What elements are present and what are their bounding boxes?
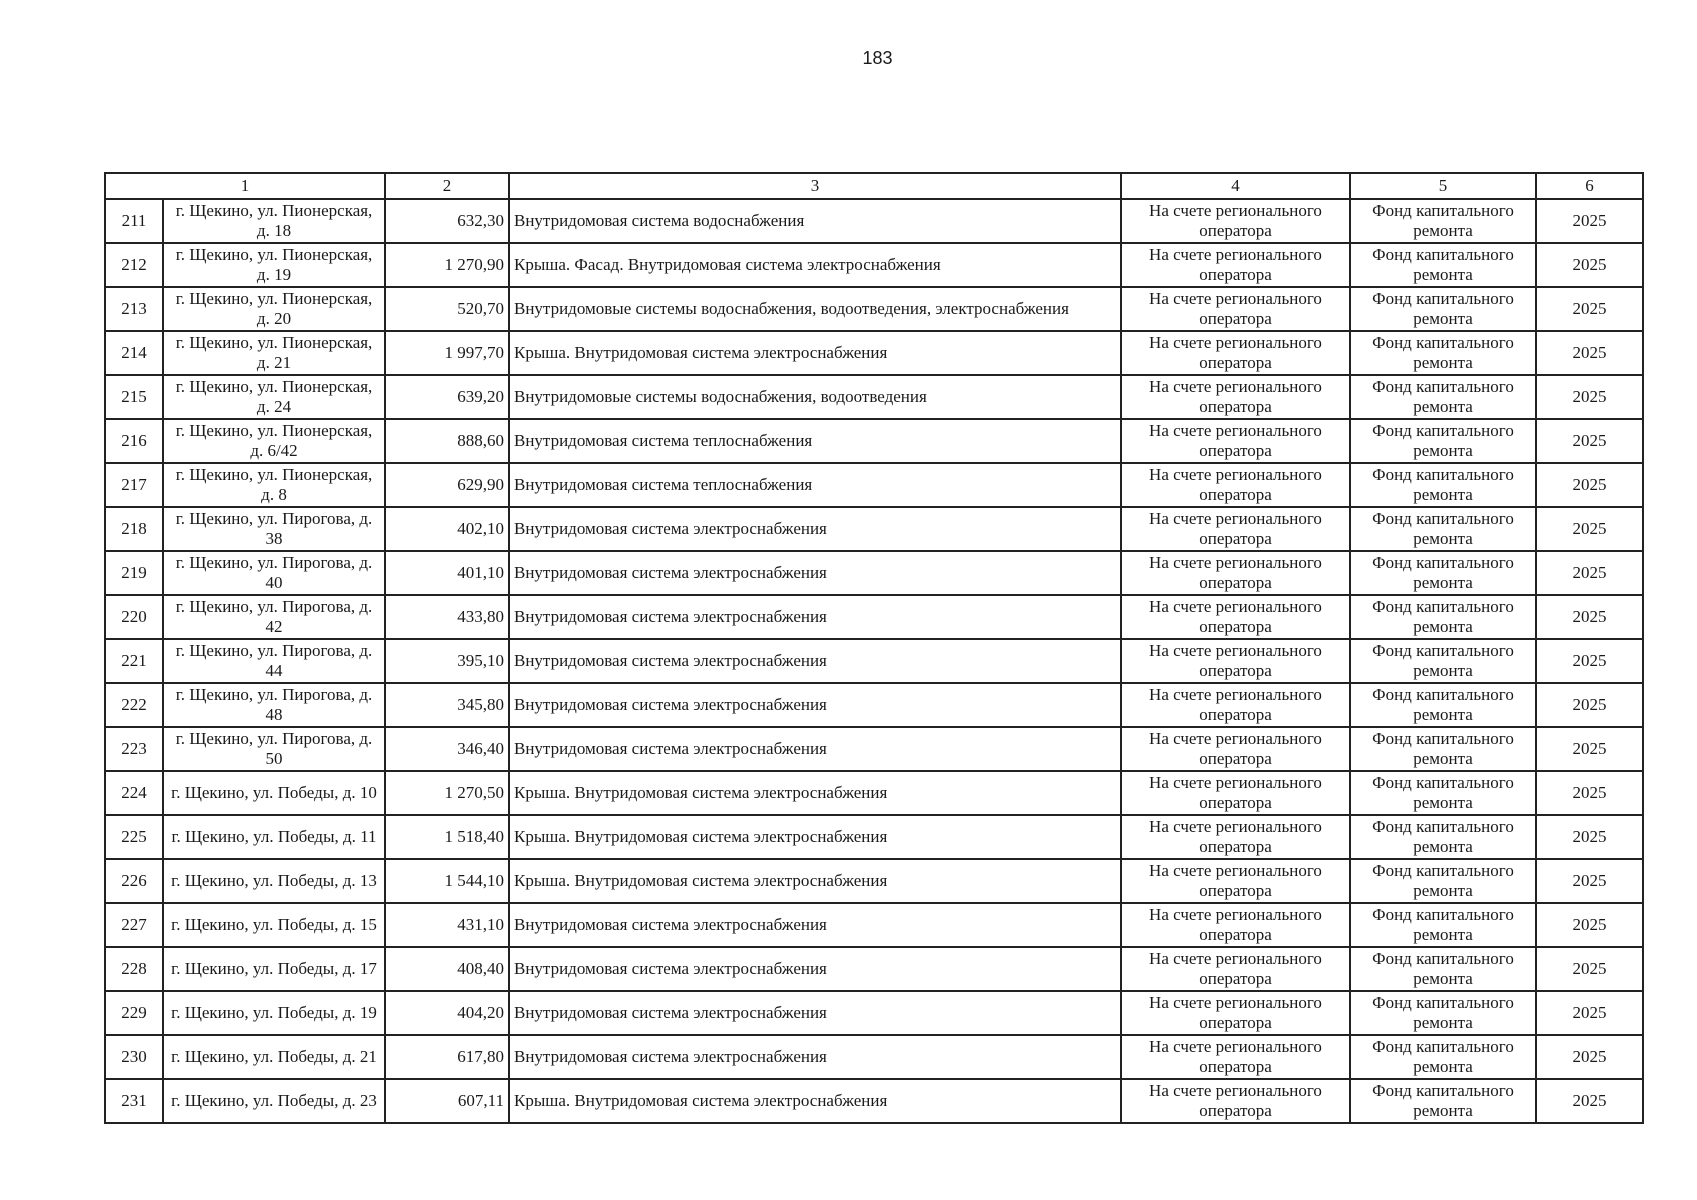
account-cell: На счете регионального оператора bbox=[1121, 727, 1350, 771]
table-row bbox=[105, 595, 1643, 639]
account-cell: На счете регионального оператора bbox=[1121, 331, 1350, 375]
works-cell: Крыша. Фасад. Внутридомовая система электроснабжения bbox=[509, 243, 1121, 287]
table-row bbox=[105, 507, 1643, 551]
year-cell: 2025 bbox=[1536, 551, 1643, 595]
address-cell: г. Щекино, ул. Победы, д. 11 bbox=[163, 815, 385, 859]
table-row bbox=[105, 419, 1643, 463]
row-number: 211 bbox=[105, 199, 163, 243]
table-row bbox=[105, 551, 1643, 595]
account-cell: На счете регионального оператора bbox=[1121, 199, 1350, 243]
row-number: 226 bbox=[105, 859, 163, 903]
year-cell: 2025 bbox=[1536, 463, 1643, 507]
row-number: 219 bbox=[105, 551, 163, 595]
area-cell: 402,10 bbox=[385, 507, 509, 551]
area-cell: 1 270,90 bbox=[385, 243, 509, 287]
year-cell: 2025 bbox=[1536, 771, 1643, 815]
funding-source-cell: Фонд капитального ремонта bbox=[1350, 1035, 1536, 1079]
year-cell: 2025 bbox=[1536, 815, 1643, 859]
account-cell: На счете регионального оператора bbox=[1121, 991, 1350, 1035]
year-cell: 2025 bbox=[1536, 331, 1643, 375]
funding-source-cell: Фонд капитального ремонта bbox=[1350, 331, 1536, 375]
area-cell: 408,40 bbox=[385, 947, 509, 991]
funding-source-cell: Фонд капитального ремонта bbox=[1350, 287, 1536, 331]
table-row bbox=[105, 287, 1643, 331]
table-row bbox=[105, 859, 1643, 903]
row-number: 230 bbox=[105, 1035, 163, 1079]
year-cell: 2025 bbox=[1536, 243, 1643, 287]
row-number: 225 bbox=[105, 815, 163, 859]
address-cell: г. Щекино, ул. Пирогова, д. 44 bbox=[163, 639, 385, 683]
year-cell: 2025 bbox=[1536, 199, 1643, 243]
funding-source-cell: Фонд капитального ремонта bbox=[1350, 683, 1536, 727]
area-cell: 632,30 bbox=[385, 199, 509, 243]
account-cell: На счете регионального оператора bbox=[1121, 683, 1350, 727]
funding-source-cell: Фонд капитального ремонта bbox=[1350, 947, 1536, 991]
works-cell: Крыша. Внутридомовая система электроснабжения bbox=[509, 1079, 1121, 1123]
year-cell: 2025 bbox=[1536, 683, 1643, 727]
funding-source-cell: Фонд капитального ремонта bbox=[1350, 1079, 1536, 1123]
column-header-4: 4 bbox=[1121, 173, 1350, 199]
works-cell: Крыша. Внутридомовая система электроснабжения bbox=[509, 815, 1121, 859]
funding-source-cell: Фонд капитального ремонта bbox=[1350, 771, 1536, 815]
works-cell: Внутридомовая система электроснабжения bbox=[509, 947, 1121, 991]
table-row bbox=[105, 815, 1643, 859]
table-row bbox=[105, 331, 1643, 375]
area-cell: 520,70 bbox=[385, 287, 509, 331]
year-cell: 2025 bbox=[1536, 903, 1643, 947]
row-number: 229 bbox=[105, 991, 163, 1035]
works-cell: Крыша. Внутридомовая система электроснабжения bbox=[509, 331, 1121, 375]
address-cell: г. Щекино, ул. Пионерская, д. 20 bbox=[163, 287, 385, 331]
funding-source-cell: Фонд капитального ремонта bbox=[1350, 903, 1536, 947]
address-cell: г. Щекино, ул. Победы, д. 15 bbox=[163, 903, 385, 947]
row-number: 231 bbox=[105, 1079, 163, 1123]
capital-repair-table bbox=[104, 172, 1644, 1124]
row-number: 213 bbox=[105, 287, 163, 331]
area-cell: 639,20 bbox=[385, 375, 509, 419]
area-cell: 617,80 bbox=[385, 1035, 509, 1079]
works-cell: Внутридомовая система теплоснабжения bbox=[509, 463, 1121, 507]
row-number: 216 bbox=[105, 419, 163, 463]
works-cell: Внутридомовая система электроснабжения bbox=[509, 727, 1121, 771]
funding-source-cell: Фонд капитального ремонта bbox=[1350, 859, 1536, 903]
row-number: 228 bbox=[105, 947, 163, 991]
works-cell: Внутридомовая система электроснабжения bbox=[509, 551, 1121, 595]
area-cell: 888,60 bbox=[385, 419, 509, 463]
funding-source-cell: Фонд капитального ремонта bbox=[1350, 419, 1536, 463]
area-cell: 1 270,50 bbox=[385, 771, 509, 815]
funding-source-cell: Фонд капитального ремонта bbox=[1350, 243, 1536, 287]
row-number: 215 bbox=[105, 375, 163, 419]
area-cell: 1 544,10 bbox=[385, 859, 509, 903]
funding-source-cell: Фонд капитального ремонта bbox=[1350, 815, 1536, 859]
row-number: 227 bbox=[105, 903, 163, 947]
funding-source-cell: Фонд капитального ремонта bbox=[1350, 991, 1536, 1035]
table-row bbox=[105, 947, 1643, 991]
works-cell: Внутридомовые системы водоснабжения, водоотведения, электроснабжения bbox=[509, 287, 1121, 331]
row-number: 221 bbox=[105, 639, 163, 683]
area-cell: 404,20 bbox=[385, 991, 509, 1035]
works-cell: Внутридомовая система электроснабжения bbox=[509, 683, 1121, 727]
funding-source-cell: Фонд капитального ремонта bbox=[1350, 375, 1536, 419]
account-cell: На счете регионального оператора bbox=[1121, 1035, 1350, 1079]
address-cell: г. Щекино, ул. Победы, д. 17 bbox=[163, 947, 385, 991]
column-header-6: 6 bbox=[1536, 173, 1643, 199]
works-cell: Внутридомовая система электроснабжения bbox=[509, 903, 1121, 947]
account-cell: На счете регионального оператора bbox=[1121, 639, 1350, 683]
address-cell: г. Щекино, ул. Победы, д. 13 bbox=[163, 859, 385, 903]
area-cell: 629,90 bbox=[385, 463, 509, 507]
funding-source-cell: Фонд капитального ремонта bbox=[1350, 639, 1536, 683]
works-cell: Внутридомовая система теплоснабжения bbox=[509, 419, 1121, 463]
area-cell: 1 997,70 bbox=[385, 331, 509, 375]
row-number: 214 bbox=[105, 331, 163, 375]
year-cell: 2025 bbox=[1536, 507, 1643, 551]
works-cell: Внутридомовая система электроснабжения bbox=[509, 507, 1121, 551]
area-cell: 346,40 bbox=[385, 727, 509, 771]
table-row bbox=[105, 243, 1643, 287]
table-row bbox=[105, 1035, 1643, 1079]
works-cell: Внутридомовая система водоснабжения bbox=[509, 199, 1121, 243]
funding-source-cell: Фонд капитального ремонта bbox=[1350, 507, 1536, 551]
row-number: 224 bbox=[105, 771, 163, 815]
account-cell: На счете регионального оператора bbox=[1121, 507, 1350, 551]
row-number: 217 bbox=[105, 463, 163, 507]
column-header-3: 3 bbox=[509, 173, 1121, 199]
account-cell: На счете регионального оператора bbox=[1121, 595, 1350, 639]
table-row bbox=[105, 903, 1643, 947]
account-cell: На счете регионального оператора bbox=[1121, 463, 1350, 507]
table-row bbox=[105, 771, 1643, 815]
year-cell: 2025 bbox=[1536, 1079, 1643, 1123]
address-cell: г. Щекино, ул. Победы, д. 23 bbox=[163, 1079, 385, 1123]
year-cell: 2025 bbox=[1536, 287, 1643, 331]
address-cell: г. Щекино, ул. Победы, д. 10 bbox=[163, 771, 385, 815]
row-number: 212 bbox=[105, 243, 163, 287]
account-cell: На счете регионального оператора bbox=[1121, 1079, 1350, 1123]
year-cell: 2025 bbox=[1536, 991, 1643, 1035]
address-cell: г. Щекино, ул. Победы, д. 21 bbox=[163, 1035, 385, 1079]
address-cell: г. Щекино, ул. Пионерская, д. 21 bbox=[163, 331, 385, 375]
column-header-1: 1 bbox=[105, 173, 385, 199]
row-number: 220 bbox=[105, 595, 163, 639]
table-row bbox=[105, 991, 1643, 1035]
address-cell: г. Щекино, ул. Пирогова, д. 40 bbox=[163, 551, 385, 595]
area-cell: 345,80 bbox=[385, 683, 509, 727]
works-cell: Внутридомовая система электроснабжения bbox=[509, 1035, 1121, 1079]
account-cell: На счете регионального оператора bbox=[1121, 903, 1350, 947]
area-cell: 431,10 bbox=[385, 903, 509, 947]
table-row bbox=[105, 639, 1643, 683]
funding-source-cell: Фонд капитального ремонта bbox=[1350, 551, 1536, 595]
address-cell: г. Щекино, ул. Победы, д. 19 bbox=[163, 991, 385, 1035]
funding-source-cell: Фонд капитального ремонта bbox=[1350, 595, 1536, 639]
works-cell: Внутридомовая система электроснабжения bbox=[509, 991, 1121, 1035]
works-cell: Крыша. Внутридомовая система электроснабжения bbox=[509, 859, 1121, 903]
table-row bbox=[105, 375, 1643, 419]
account-cell: На счете регионального оператора bbox=[1121, 859, 1350, 903]
account-cell: На счете регионального оператора bbox=[1121, 243, 1350, 287]
funding-source-cell: Фонд капитального ремонта bbox=[1350, 463, 1536, 507]
area-cell: 401,10 bbox=[385, 551, 509, 595]
column-header-row bbox=[105, 173, 1643, 199]
column-header-2: 2 bbox=[385, 173, 509, 199]
table-row bbox=[105, 199, 1643, 243]
row-number: 222 bbox=[105, 683, 163, 727]
account-cell: На счете регионального оператора bbox=[1121, 771, 1350, 815]
year-cell: 2025 bbox=[1536, 375, 1643, 419]
table-row bbox=[105, 463, 1643, 507]
account-cell: На счете регионального оператора bbox=[1121, 287, 1350, 331]
area-cell: 395,10 bbox=[385, 639, 509, 683]
area-cell: 433,80 bbox=[385, 595, 509, 639]
year-cell: 2025 bbox=[1536, 419, 1643, 463]
address-cell: г. Щекино, ул. Пирогова, д. 48 bbox=[163, 683, 385, 727]
row-number: 218 bbox=[105, 507, 163, 551]
table-row bbox=[105, 727, 1643, 771]
address-cell: г. Щекино, ул. Пионерская, д. 6/42 bbox=[163, 419, 385, 463]
funding-source-cell: Фонд капитального ремонта bbox=[1350, 199, 1536, 243]
page-number: 183 bbox=[862, 48, 893, 68]
address-cell: г. Щекино, ул. Пионерская, д. 24 bbox=[163, 375, 385, 419]
year-cell: 2025 bbox=[1536, 639, 1643, 683]
column-header-5: 5 bbox=[1350, 173, 1536, 199]
table-row bbox=[105, 683, 1643, 727]
address-cell: г. Щекино, ул. Пирогова, д. 50 bbox=[163, 727, 385, 771]
year-cell: 2025 bbox=[1536, 947, 1643, 991]
year-cell: 2025 bbox=[1536, 859, 1643, 903]
works-cell: Внутридомовая система электроснабжения bbox=[509, 639, 1121, 683]
works-cell: Внутридомовые системы водоснабжения, водоотведения bbox=[509, 375, 1121, 419]
address-cell: г. Щекино, ул. Пионерская, д. 18 bbox=[163, 199, 385, 243]
works-cell: Крыша. Внутридомовая система электроснабжения bbox=[509, 771, 1121, 815]
account-cell: На счете регионального оператора bbox=[1121, 815, 1350, 859]
funding-source-cell: Фонд капитального ремонта bbox=[1350, 727, 1536, 771]
account-cell: На счете регионального оператора bbox=[1121, 419, 1350, 463]
area-cell: 607,11 bbox=[385, 1079, 509, 1123]
year-cell: 2025 bbox=[1536, 727, 1643, 771]
year-cell: 2025 bbox=[1536, 595, 1643, 639]
table-row bbox=[105, 1079, 1643, 1123]
table-body bbox=[105, 199, 1643, 1123]
works-cell: Внутридомовая система электроснабжения bbox=[509, 595, 1121, 639]
account-cell: На счете регионального оператора bbox=[1121, 947, 1350, 991]
row-number: 223 bbox=[105, 727, 163, 771]
year-cell: 2025 bbox=[1536, 1035, 1643, 1079]
account-cell: На счете регионального оператора bbox=[1121, 551, 1350, 595]
address-cell: г. Щекино, ул. Пионерская, д. 19 bbox=[163, 243, 385, 287]
address-cell: г. Щекино, ул. Пионерская, д. 8 bbox=[163, 463, 385, 507]
address-cell: г. Щекино, ул. Пирогова, д. 42 bbox=[163, 595, 385, 639]
area-cell: 1 518,40 bbox=[385, 815, 509, 859]
address-cell: г. Щекино, ул. Пирогова, д. 38 bbox=[163, 507, 385, 551]
account-cell: На счете регионального оператора bbox=[1121, 375, 1350, 419]
